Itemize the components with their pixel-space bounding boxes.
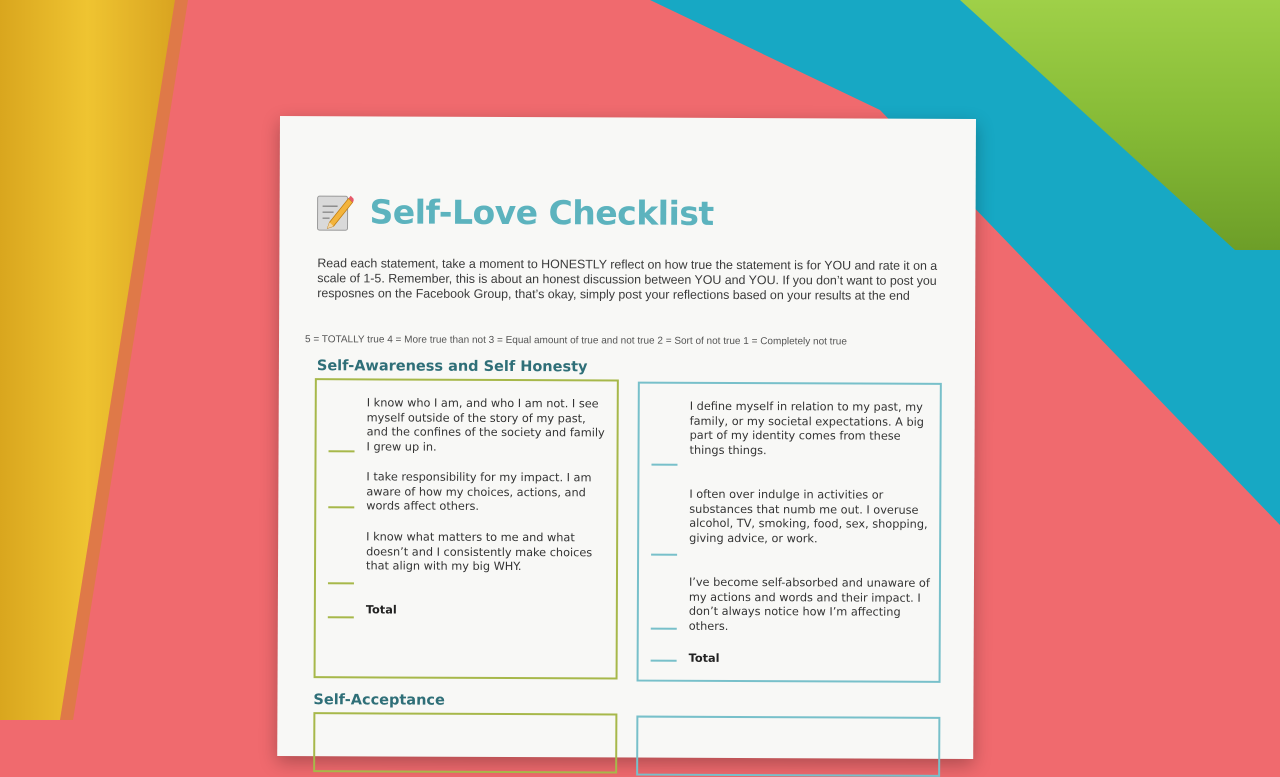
positive-statements-box xyxy=(314,378,619,679)
rating-blank[interactable] xyxy=(329,450,355,452)
total-blank[interactable] xyxy=(328,616,354,618)
page-title: Self-Love Checklist xyxy=(369,192,713,234)
statement-item: I define myself in relation to my past, my family, or my societal expectations. A big part of my identity comes from these things things. xyxy=(690,400,932,459)
checklist-sheet xyxy=(277,116,976,759)
total-label: Total xyxy=(366,603,397,616)
instructions-text: Read each statement, take a moment to HONESTLY reflect on how true the statement is for YOU and rate it on a scale of 1-5. Remember, this is about an honest discussion between YOU and YOU. If you don’t want to post you resposnes on the Facebook Group, that’s okay, simply post your reflections based on your results at the end xyxy=(317,256,949,304)
total-label: Total xyxy=(689,652,720,665)
statement-item: I often over indulge in activities or substances that numb me out. I overuse alcohol, TV, smoking, food, sex, shopping, giving advice, or work. xyxy=(689,488,931,547)
rating-blank[interactable] xyxy=(328,582,354,584)
section-heading-self-awareness: Self-Awareness and Self Honesty xyxy=(317,358,588,375)
rating-blank[interactable] xyxy=(651,554,677,556)
title-row xyxy=(315,192,713,234)
total-blank[interactable] xyxy=(651,660,677,662)
self-acceptance-right-box xyxy=(636,716,940,777)
rating-blank[interactable] xyxy=(328,506,354,508)
statement-item: I know who I am, and who I am not. I see myself outside of the story of my past, and the confines of the society and family I grew up in. xyxy=(367,396,609,455)
memo-pencil-icon xyxy=(315,192,353,232)
statement-item: I take responsibility for my impact. I am aware of how my choices, actions, and words affect others. xyxy=(366,470,608,515)
negative-statements-box xyxy=(637,382,942,683)
section-heading-self-acceptance: Self-Acceptance xyxy=(313,692,444,709)
statement-item: I know what matters to me and what doesn’t and I consistently make choices that align with my big WHY. xyxy=(366,530,608,575)
rating-blank[interactable] xyxy=(651,464,677,466)
rating-scale-legend: 5 = TOTALLY true 4 = More true than not 3 = Equal amount of true and not true 2 = Sort of not true 1 = Completely not true xyxy=(305,334,965,348)
self-acceptance-left-box xyxy=(313,712,617,773)
statement-item: I’ve become self-absorbed and unaware of my actions and words and their impact. I don’t always notice how I’m affecting others. xyxy=(689,576,931,635)
rating-blank[interactable] xyxy=(651,628,677,630)
